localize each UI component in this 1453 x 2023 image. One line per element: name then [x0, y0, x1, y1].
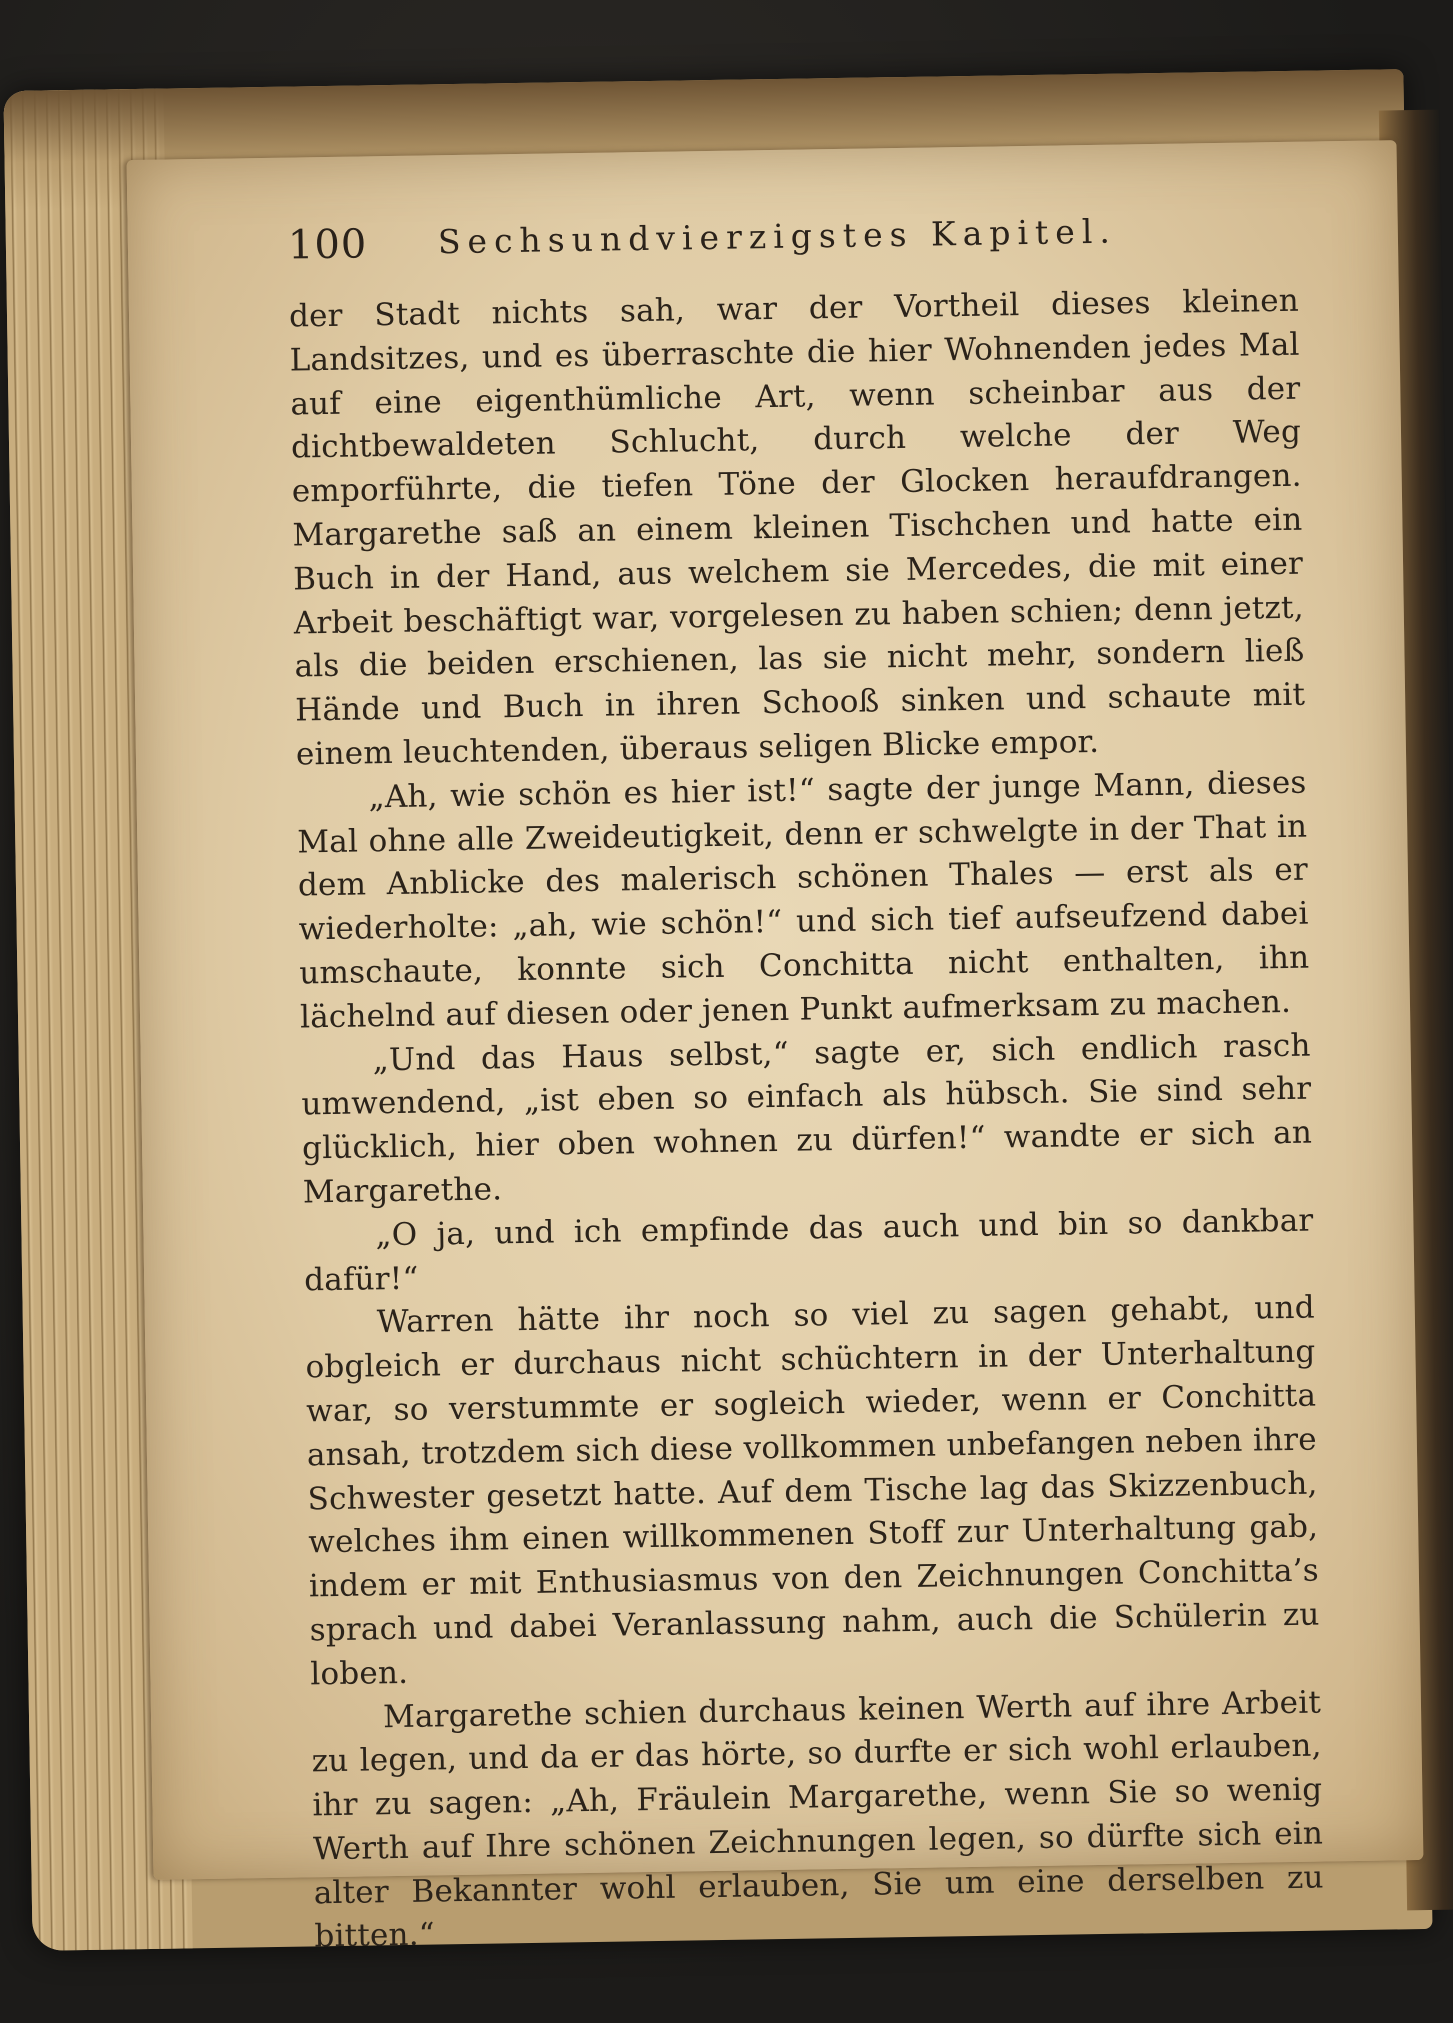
- paragraph: [303, 1199, 1314, 1302]
- paragraph: [305, 1287, 1321, 1697]
- paragraph: [296, 761, 1310, 1040]
- paragraph-text: Warren hätte ihr noch so viel zu sagen gehabt, und obgleich er durchaus nicht schüchtern in der Unterhaltung war, so verstummte er sogleich wieder, wenn er Conchitta ansah, trotzdem sich diese vollkommen unbefangen neben ihre Schwester gesetzt hatte. Auf dem Tische lag das Skizzenbuch, welches ihm einen willkommenen Stoff zur Unterhaltung gab, indem er mit Enthusiasmus von den Zeichnungen Conchitta’s sprach und dabei Veranlassung nahm, auch die Schülerin zu loben.: [305, 1289, 1320, 1693]
- page-number: 100: [287, 221, 368, 269]
- book-page: [127, 140, 1424, 1955]
- body-text: [289, 280, 1325, 1960]
- paragraph-text: Margarethe schien durchaus keinen Werth auf ihre Arbeit zu legen, und da er das hörte, so durfte er sich wohl erlauben, ihr zu sagen: „Ah, Fräulein Margarethe, wenn Sie so wenig Werth auf Ihre schönen Zeichnungen legen, so dürfte sich ein alter Bekannter wohl erlauben, Sie um eine derselben zu bitten.“: [311, 1684, 1324, 1955]
- paragraph: [289, 280, 1306, 778]
- paragraph: [300, 1024, 1313, 1215]
- paragraph-text: der Stadt nichts sah, war der Vortheil dieses kleinen Landsitzes, und es überraschte die hier Wohnenden jedes Mal auf eine eigenthümliche Art, wenn scheinbar aus der dichtbewaldeten Schlucht, durch welche der Weg emporführte, die tiefen Töne der Glocken heraufdrangen. Margarethe saß an einem kleinen Tischchen und hatte ein Buch in der Hand, aus welchem sie Mercedes, die mit einer Arbeit beschäftigt war, vorgelesen zu haben schien; denn jetzt, als die beiden erschienen, las sie nicht mehr, sondern ließ Hände und Buch in ihren Schooß sinken und schaute mit einem leuchtenden, überaus seligen Blicke empor.: [288, 282, 1306, 773]
- running-head: Sechsundvierzigstes Kapitel.: [437, 211, 1118, 262]
- paragraph: [311, 1681, 1325, 1960]
- page-header: [288, 205, 1389, 272]
- paragraph-text: „Ah, wie schön es hier ist!“ sagte der junge Mann, dieses Mal ohne alle Zweideutigkeit, denn er schwelgte in der That in dem Anblicke des malerisch schönen Thales — erst als er wiederholte: „ah, wie schön!“ und sich tief aufseufzend dabei umschaute, konnte sich Conchitta nicht enthalten, ihn lächelnd auf diesen oder jenen Punkt aufmerksam zu machen.: [297, 764, 1310, 1036]
- paragraph-text: „Und das Haus selbst,“ sagte er, sich endlich rasch umwendend, „ist eben so einfach als hübsch. Sie sind sehr glücklich, hier oben wohnen zu dürfen!“ wandte er sich an Margarethe.: [301, 1027, 1313, 1211]
- paragraph-text: „O ja, und ich empfinde das auch und bin so dankbar dafür!“: [303, 1202, 1314, 1298]
